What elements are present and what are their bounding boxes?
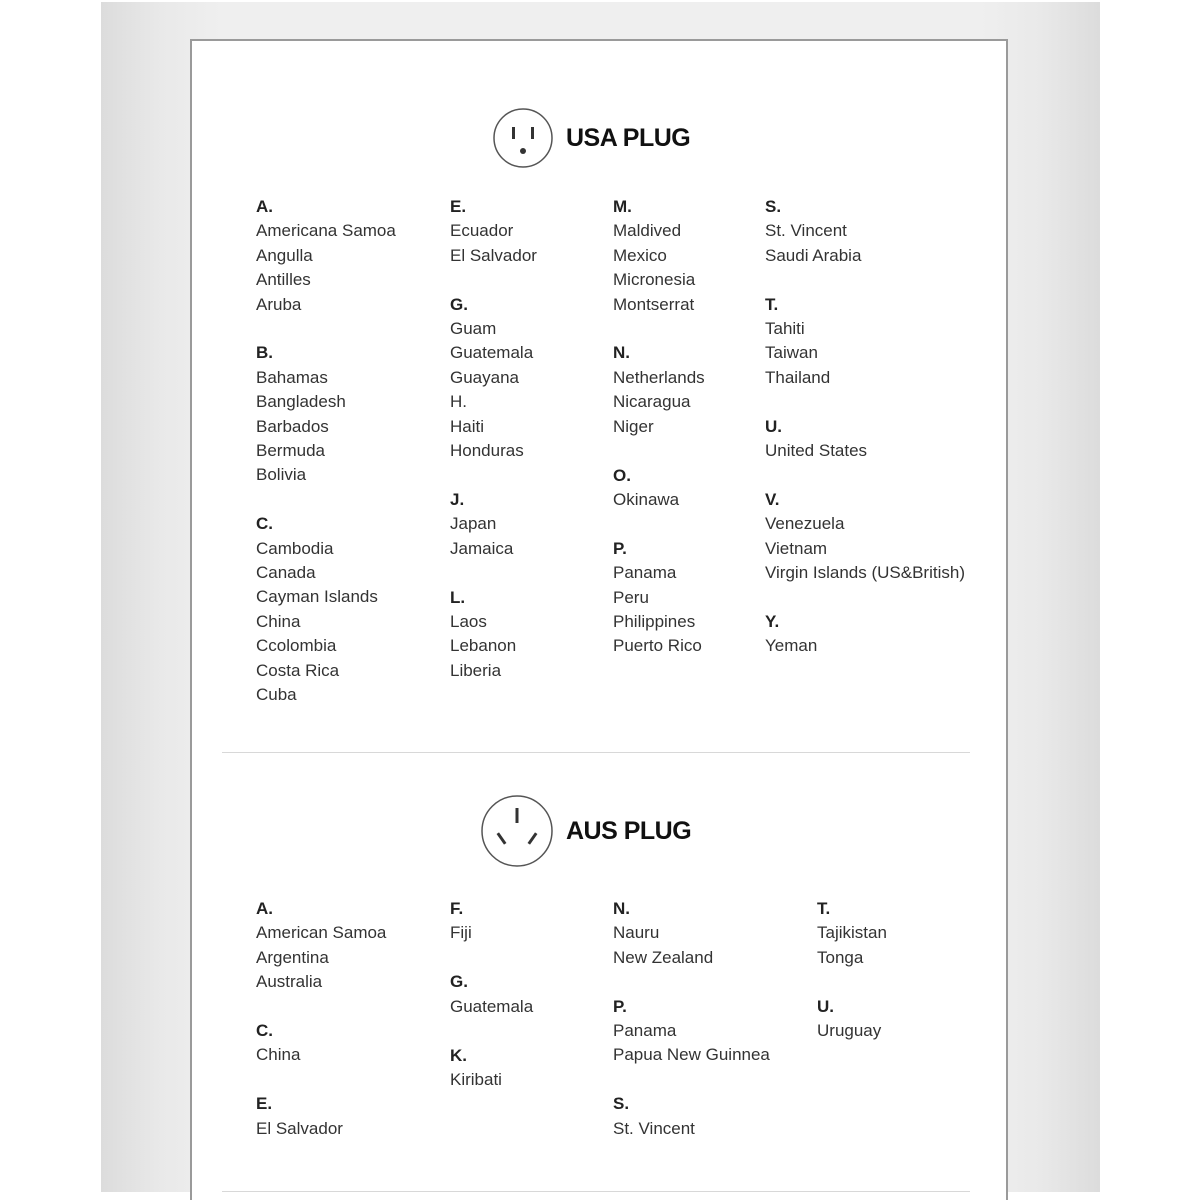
country-name: Cuba bbox=[256, 685, 297, 705]
country-name: Virgin Islands (US&British) bbox=[765, 563, 965, 583]
letter-group bbox=[256, 897, 386, 995]
country-name: China bbox=[256, 1045, 301, 1065]
letter-group bbox=[256, 1019, 386, 1068]
letter-heading: S. bbox=[613, 1094, 630, 1114]
letter-group bbox=[256, 1092, 386, 1141]
country-name: Saudi Arabia bbox=[765, 245, 862, 265]
country-name: Fiji bbox=[450, 923, 472, 943]
country-name: New Zealand bbox=[613, 947, 714, 967]
country-name: El Salvador bbox=[450, 245, 537, 265]
country-name: Guatemala bbox=[450, 996, 534, 1016]
country-name: Mexico bbox=[613, 245, 667, 265]
country-name: Guayana bbox=[450, 367, 519, 387]
letter-group bbox=[817, 995, 887, 1044]
country-name: Venezuela bbox=[765, 514, 845, 534]
letter-group bbox=[765, 488, 965, 586]
country-name: Honduras bbox=[450, 441, 524, 461]
letter-group bbox=[613, 464, 705, 513]
country-name: Lebanon bbox=[450, 636, 517, 656]
country-name: Vietnam bbox=[765, 538, 828, 558]
letter-group bbox=[256, 512, 396, 707]
letter-group bbox=[613, 897, 770, 970]
letter-heading: T. bbox=[765, 294, 779, 314]
letter-group bbox=[450, 1044, 533, 1093]
country-name: Taiwan bbox=[765, 343, 818, 363]
section-divider bbox=[222, 752, 970, 753]
usa-column bbox=[450, 195, 537, 708]
country-name: Thailand bbox=[765, 367, 831, 387]
aus-plug-icon bbox=[480, 794, 554, 868]
letter-heading: P. bbox=[613, 996, 627, 1016]
country-name: Niger bbox=[613, 416, 654, 436]
letter-group bbox=[450, 293, 537, 464]
country-name: Barbados bbox=[256, 416, 329, 436]
letter-heading: F. bbox=[450, 899, 464, 918]
aus-plug-header bbox=[480, 794, 691, 868]
country-name: Bangladesh bbox=[256, 392, 346, 412]
country-name: Australia bbox=[256, 972, 323, 992]
letter-heading: C. bbox=[256, 1021, 273, 1041]
country-name: China bbox=[256, 611, 301, 631]
country-name: Liberia bbox=[450, 660, 502, 680]
letter-group bbox=[765, 415, 965, 464]
letter-group bbox=[613, 195, 705, 317]
country-name: Micronesia bbox=[613, 270, 696, 290]
country-name: Guam bbox=[450, 319, 497, 339]
country-name: Ecuador bbox=[450, 221, 514, 241]
country-name: Aruba bbox=[256, 294, 302, 314]
usa-plug-title: USA PLUG bbox=[566, 123, 691, 152]
country-name: Japan bbox=[450, 514, 497, 534]
letter-heading: S. bbox=[765, 197, 782, 216]
country-name: H. bbox=[450, 392, 467, 412]
letter-group bbox=[613, 537, 705, 659]
letter-heading: E. bbox=[450, 197, 467, 216]
country-name: Yeman bbox=[765, 636, 818, 656]
country-name: Tajikistan bbox=[817, 923, 887, 943]
country-name: Netherlands bbox=[613, 367, 705, 387]
usa-column bbox=[613, 195, 705, 683]
letter-group bbox=[256, 195, 396, 317]
country-name: Tahiti bbox=[765, 319, 805, 339]
letter-heading: N. bbox=[613, 899, 630, 918]
country-name: El Salvador bbox=[256, 1118, 343, 1138]
country-name: St. Vincent bbox=[613, 1118, 695, 1138]
letter-heading: N. bbox=[613, 343, 630, 363]
plug-guide-sheet bbox=[190, 39, 1008, 1200]
country-name: Montserrat bbox=[613, 294, 695, 314]
usa-column bbox=[765, 195, 965, 683]
letter-group bbox=[450, 488, 537, 561]
aus-column bbox=[817, 897, 887, 1068]
country-name: Ccolombia bbox=[256, 636, 337, 656]
letter-heading: L. bbox=[450, 587, 466, 607]
letter-group bbox=[765, 195, 965, 268]
country-name: Antilles bbox=[256, 270, 311, 290]
country-name: Haiti bbox=[450, 416, 485, 436]
country-name: Cayman Islands bbox=[256, 587, 378, 607]
country-name: Jamaica bbox=[450, 538, 514, 558]
country-name: United States bbox=[765, 441, 868, 461]
aus-column bbox=[613, 897, 770, 1166]
section-divider-bottom bbox=[222, 1191, 970, 1192]
country-name: Puerto Rico bbox=[613, 636, 702, 656]
country-name: Bahamas bbox=[256, 367, 328, 387]
letter-group bbox=[613, 1092, 770, 1141]
country-name: Guatemala bbox=[450, 343, 534, 363]
letter-heading: U. bbox=[817, 996, 834, 1016]
letter-group bbox=[450, 970, 533, 1019]
country-name: Canada bbox=[256, 563, 316, 583]
usa-plug-icon bbox=[492, 107, 554, 169]
country-name: Americana Samoa bbox=[256, 221, 396, 241]
country-name: Costa Rica bbox=[256, 660, 340, 680]
country-name: Argentina bbox=[256, 947, 329, 967]
country-name: Kiribati bbox=[450, 1069, 502, 1089]
letter-heading: P. bbox=[613, 538, 627, 558]
letter-heading: V. bbox=[765, 490, 780, 510]
country-name: American Samoa bbox=[256, 923, 387, 943]
aus-plug-title: AUS PLUG bbox=[566, 816, 692, 845]
country-name: Cambodia bbox=[256, 538, 334, 558]
letter-group bbox=[613, 341, 705, 439]
letter-group bbox=[450, 195, 537, 268]
letter-heading: K. bbox=[450, 1045, 467, 1065]
usa-column bbox=[256, 195, 396, 732]
country-name: Bermuda bbox=[256, 441, 325, 461]
letter-heading: O. bbox=[613, 465, 631, 485]
country-name: St. Vincent bbox=[765, 221, 847, 241]
letter-heading: U. bbox=[765, 416, 782, 436]
aus-column bbox=[450, 897, 533, 1117]
letter-heading: M. bbox=[613, 197, 632, 216]
letter-group bbox=[613, 995, 770, 1068]
letter-heading: T. bbox=[817, 899, 831, 918]
country-name: Nicaragua bbox=[613, 392, 691, 412]
country-name: Uruguay bbox=[817, 1021, 882, 1041]
letter-heading: J. bbox=[450, 489, 465, 509]
country-name: Nauru bbox=[613, 923, 660, 943]
letter-group bbox=[450, 897, 533, 946]
letter-group bbox=[765, 610, 965, 659]
usa-plug-header bbox=[492, 107, 690, 169]
letter-heading: C. bbox=[256, 514, 273, 534]
country-name: Panama bbox=[613, 1021, 677, 1041]
letter-heading: B. bbox=[256, 343, 273, 363]
country-name: Okinawa bbox=[613, 489, 680, 509]
country-name: Peru bbox=[613, 587, 649, 607]
country-name: Papua New Guinnea bbox=[613, 1045, 770, 1065]
country-name: Philippines bbox=[613, 611, 696, 631]
letter-heading: A. bbox=[256, 197, 273, 216]
letter-heading: G. bbox=[450, 972, 468, 992]
country-name: Angulla bbox=[256, 245, 313, 265]
letter-heading: G. bbox=[450, 294, 468, 314]
letter-group bbox=[450, 586, 537, 684]
country-name: Maldived bbox=[613, 221, 682, 241]
aus-column bbox=[256, 897, 386, 1166]
country-name: Panama bbox=[613, 563, 677, 583]
letter-heading: E. bbox=[256, 1094, 273, 1114]
letter-heading: A. bbox=[256, 899, 273, 918]
letter-group bbox=[256, 341, 396, 487]
letter-group bbox=[765, 293, 965, 391]
country-name: Tonga bbox=[817, 947, 864, 967]
country-name: Bolivia bbox=[256, 465, 307, 485]
letter-group bbox=[817, 897, 887, 970]
letter-heading: Y. bbox=[765, 612, 780, 632]
country-name: Laos bbox=[450, 611, 487, 631]
